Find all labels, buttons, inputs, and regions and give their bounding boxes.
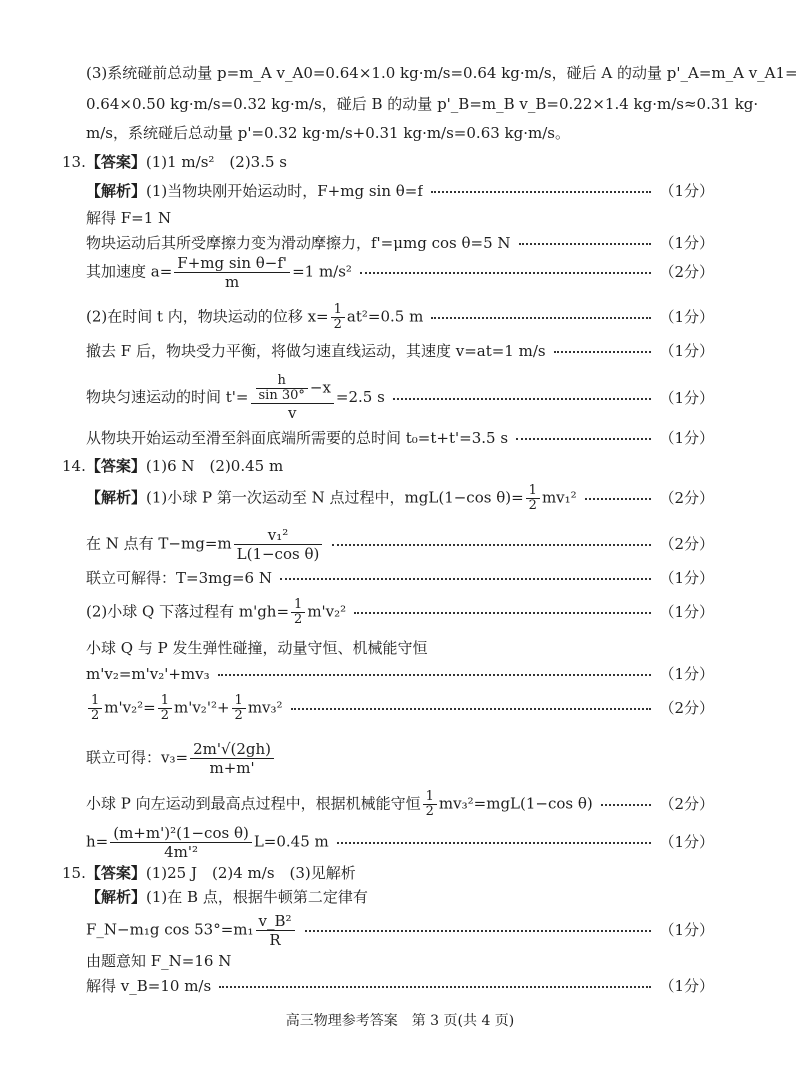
leader-dots — [337, 840, 652, 844]
q13-step7-score: （1分） — [659, 389, 714, 407]
q14-step-2 — [86, 524, 714, 564]
q13-step1-text: (1)当物块刚开始运动时，F+mg sin θ=f — [146, 182, 423, 200]
q14-step1-score: （2分） — [659, 489, 714, 507]
q13-step8-score: （1分） — [659, 429, 714, 447]
q15-step-4 — [86, 975, 714, 997]
leader-dots — [305, 928, 652, 932]
q13-step1-score: （1分） — [659, 182, 714, 200]
q14-step7-a: m'v₂²= — [104, 698, 156, 716]
half-fraction — [526, 484, 540, 513]
half-fraction — [291, 598, 305, 627]
velocity-fraction — [190, 740, 274, 777]
half-fraction — [423, 790, 437, 819]
q13-step-4 — [86, 254, 714, 290]
q14-step10-score: （1分） — [659, 833, 714, 851]
leader-dots — [360, 270, 652, 274]
q13-step5-score: （1分） — [659, 308, 714, 326]
fraction-numerator — [251, 374, 334, 404]
q15-answer-line — [62, 862, 714, 884]
q13-step-1 — [86, 180, 714, 202]
q14-step9-pre: 小球 P 向左运动到最高点过程中，根据机械能守恒 — [86, 794, 421, 812]
q14-step1-pre: (1)小球 P 第一次运动至 N 点过程中，mgL(1−cos θ)= — [146, 488, 524, 506]
q12-part3-line3: m/s，系统碰后总动量 p'=0.32 kg·m/s+0.31 kg·m/s=0.63 kg·m/s。 — [86, 124, 570, 142]
centripetal-fraction — [256, 912, 295, 949]
q14-step4-score: （1分） — [659, 603, 714, 621]
q15-step4-text: 解得 v_B=10 m/s — [86, 977, 212, 995]
fraction-numerator: 2m'√(2gh) — [190, 740, 274, 759]
leader-dots — [601, 802, 652, 806]
leader-dots — [516, 436, 651, 440]
fraction-numerator: v₁² — [234, 526, 323, 545]
q14-step4-pre: (2)小球 Q 下落过程有 m'gh= — [86, 602, 290, 620]
q13-step4-pre: 其加速度 a= — [86, 262, 173, 280]
fraction-numerator: 1 — [526, 484, 540, 499]
half-fraction — [232, 694, 246, 723]
height-fraction — [110, 824, 252, 861]
q13-step3-score: （1分） — [659, 234, 714, 252]
q13-step5-pre: (2)在时间 t 内，物块运动的位移 x= — [86, 307, 329, 325]
leader-dots — [431, 189, 652, 193]
q15-step2-pre: F_N−m₁g cos 53°=m₁ — [86, 920, 254, 938]
q13-step-3 — [86, 232, 714, 254]
q13-step7-post: =2.5 s — [335, 388, 385, 406]
q14-step-7 — [86, 690, 714, 726]
leader-dots — [393, 396, 652, 400]
q14-step-6 — [86, 663, 714, 685]
q14-step8-pre: 联立可得：v₃= — [86, 748, 189, 767]
q14-step-3 — [86, 567, 714, 589]
q13-step7-pre: 物块匀速运动的时间 t'= — [86, 388, 249, 406]
minus-x: −x — [309, 378, 331, 397]
half-fraction — [88, 694, 102, 723]
q15-step2-score: （1分） — [659, 921, 714, 939]
q15-step1-text: (1)在 B 点，根据牛顿第二定律有 — [146, 888, 368, 906]
q14-step10-post: L=0.45 m — [253, 832, 329, 850]
q13-number: 13. — [62, 153, 86, 171]
fraction-denominator: 2 — [528, 497, 537, 513]
q15-step-1 — [86, 886, 714, 908]
fraction-denominator: v — [287, 404, 297, 422]
fraction-denominator: 2 — [294, 611, 303, 627]
q13-step8-text: 从物块开始运动至滑至斜面底端所需要的总时间 t₀=t+t'=3.5 s — [86, 429, 509, 447]
leader-dots — [354, 610, 651, 614]
q13-step2-text: 解得 F=1 N — [86, 209, 172, 227]
q15-answer: (1)25 J (2)4 m/s (3)见解析 — [145, 864, 356, 882]
tension-fraction — [234, 526, 323, 563]
fraction-numerator: 1 — [232, 694, 246, 709]
fraction-denominator: R — [269, 930, 281, 949]
fraction-denominator: 2 — [160, 707, 169, 723]
q14-step1-post: mv₁² — [541, 488, 577, 506]
fraction-denominator: m — [225, 272, 240, 291]
fraction-numerator: 1 — [88, 694, 102, 709]
q12-part3-line2: 0.64×0.50 kg·m/s=0.32 kg·m/s，碰后 B 的动量 p'_B=m_B v_B=0.22×1.4 kg·m/s≈0.31 kg· — [86, 95, 759, 113]
q13-step-5 — [86, 299, 714, 335]
fraction-numerator: (m+m')²(1−cos θ) — [110, 824, 252, 843]
leader-dots — [332, 542, 651, 546]
q14-step10-pre: h= — [86, 832, 109, 850]
fraction-numerator: 1 — [331, 303, 345, 318]
fraction-numerator: v_B² — [256, 912, 295, 931]
fraction-numerator: 1 — [423, 790, 437, 805]
q13-answer-line — [62, 151, 714, 173]
fraction-numerator: 1 — [291, 598, 305, 613]
q14-step9-score: （2分） — [659, 795, 714, 813]
leader-dots — [219, 984, 651, 988]
leader-dots — [431, 315, 651, 319]
q15-step4-score: （1分） — [659, 977, 714, 995]
q13-step-8 — [86, 427, 714, 449]
q15-step3-text: 由题意知 F_N=16 N — [86, 952, 232, 970]
q14-number: 14. — [62, 457, 86, 475]
inner-denominator: sin 30° — [258, 388, 305, 403]
q13-answer: (1)1 m/s² (2)3.5 s — [145, 153, 287, 171]
q13-step-6 — [86, 340, 714, 362]
q14-step7-c: mv₃² — [247, 698, 283, 716]
inner-fraction — [256, 374, 308, 403]
leader-dots — [519, 241, 652, 245]
q14-step2-pre: 在 N 点有 T−mg=m — [86, 534, 232, 552]
time-fraction — [251, 374, 334, 422]
leader-dots — [218, 672, 652, 676]
acceleration-fraction — [174, 254, 290, 291]
q14-step5-text: 小球 Q 与 P 发生弹性碰撞，动量守恒、机械能守恒 — [86, 639, 428, 657]
q14-step7-score: （2分） — [659, 699, 714, 717]
q14-jiexi-tag: 【解析】 — [86, 488, 147, 506]
q13-answer-tag: 【答案】 — [85, 153, 146, 171]
fraction-denominator: 4m'² — [164, 842, 198, 861]
fraction-numerator: F+mg sin θ−f' — [174, 254, 290, 273]
fraction-denominator: 2 — [425, 803, 434, 819]
q13-step6-text: 撤去 F 后，物块受力平衡，将做匀速直线运动，其速度 v=at=1 m/s — [86, 342, 546, 360]
leader-dots — [554, 349, 652, 353]
q13-step3-text: 物块运动后其所受摩擦力变为滑动摩擦力，f'=μmg cos θ=5 N — [86, 234, 511, 252]
q13-jiexi-tag: 【解析】 — [86, 182, 147, 200]
q13-step4-post: =1 m/s² — [292, 262, 352, 280]
leader-dots — [585, 496, 652, 500]
q15-jiexi-tag: 【解析】 — [86, 888, 147, 906]
q12-part3-line1: (3)系统碰前总动量 p=m_A v_A0=0.64×1.0 kg·m/s=0.64 kg·m/s，碰后 A 的动量 p'_A=m_A v_A1= — [86, 64, 798, 82]
q15-number: 15. — [62, 864, 86, 882]
q13-step4-score: （2分） — [659, 263, 714, 281]
q14-step-8 — [86, 740, 714, 780]
q15-answer-tag: 【答案】 — [85, 864, 146, 882]
half-fraction — [158, 694, 172, 723]
q14-step2-score: （2分） — [659, 535, 714, 553]
q14-step-4 — [86, 594, 714, 630]
q14-step4-post: m'v₂² — [307, 602, 347, 620]
fraction-denominator: 2 — [234, 707, 243, 723]
q14-step-9 — [86, 786, 714, 822]
q14-answer-line — [62, 455, 714, 477]
leader-dots — [280, 576, 652, 580]
fraction-denominator: 2 — [91, 707, 100, 723]
q15-step-2 — [86, 910, 714, 950]
q14-step6-score: （1分） — [659, 665, 714, 683]
q14-step-1 — [86, 480, 714, 516]
fraction-denominator: L(1−cos θ) — [236, 544, 320, 563]
fraction-denominator: 2 — [333, 316, 342, 332]
q13-step5-post: at²=0.5 m — [346, 307, 424, 325]
q14-step6-text: m'v₂=m'v₂'+mv₃ — [86, 665, 210, 683]
half-fraction — [331, 303, 345, 332]
q14-step3-score: （1分） — [659, 569, 714, 587]
page-footer: 高三物理参考答案 第 3 页(共 4 页) — [285, 1013, 515, 1029]
q14-step3-text: 联立可解得：T=3mg=6 N — [86, 569, 272, 587]
inner-numerator: h — [256, 374, 308, 389]
q14-answer-tag: 【答案】 — [85, 457, 146, 475]
fraction-numerator: 1 — [158, 694, 172, 709]
q14-step-10 — [86, 822, 714, 862]
leader-dots — [291, 706, 652, 710]
q14-step9-post: mv₃²=mgL(1−cos θ) — [438, 794, 593, 812]
q14-answer: (1)6 N (2)0.45 m — [145, 457, 284, 475]
q14-step7-b: m'v₂'²+ — [173, 698, 230, 716]
q13-step-7 — [86, 366, 714, 430]
q13-step6-score: （1分） — [659, 342, 714, 360]
fraction-denominator: m+m' — [209, 759, 255, 777]
